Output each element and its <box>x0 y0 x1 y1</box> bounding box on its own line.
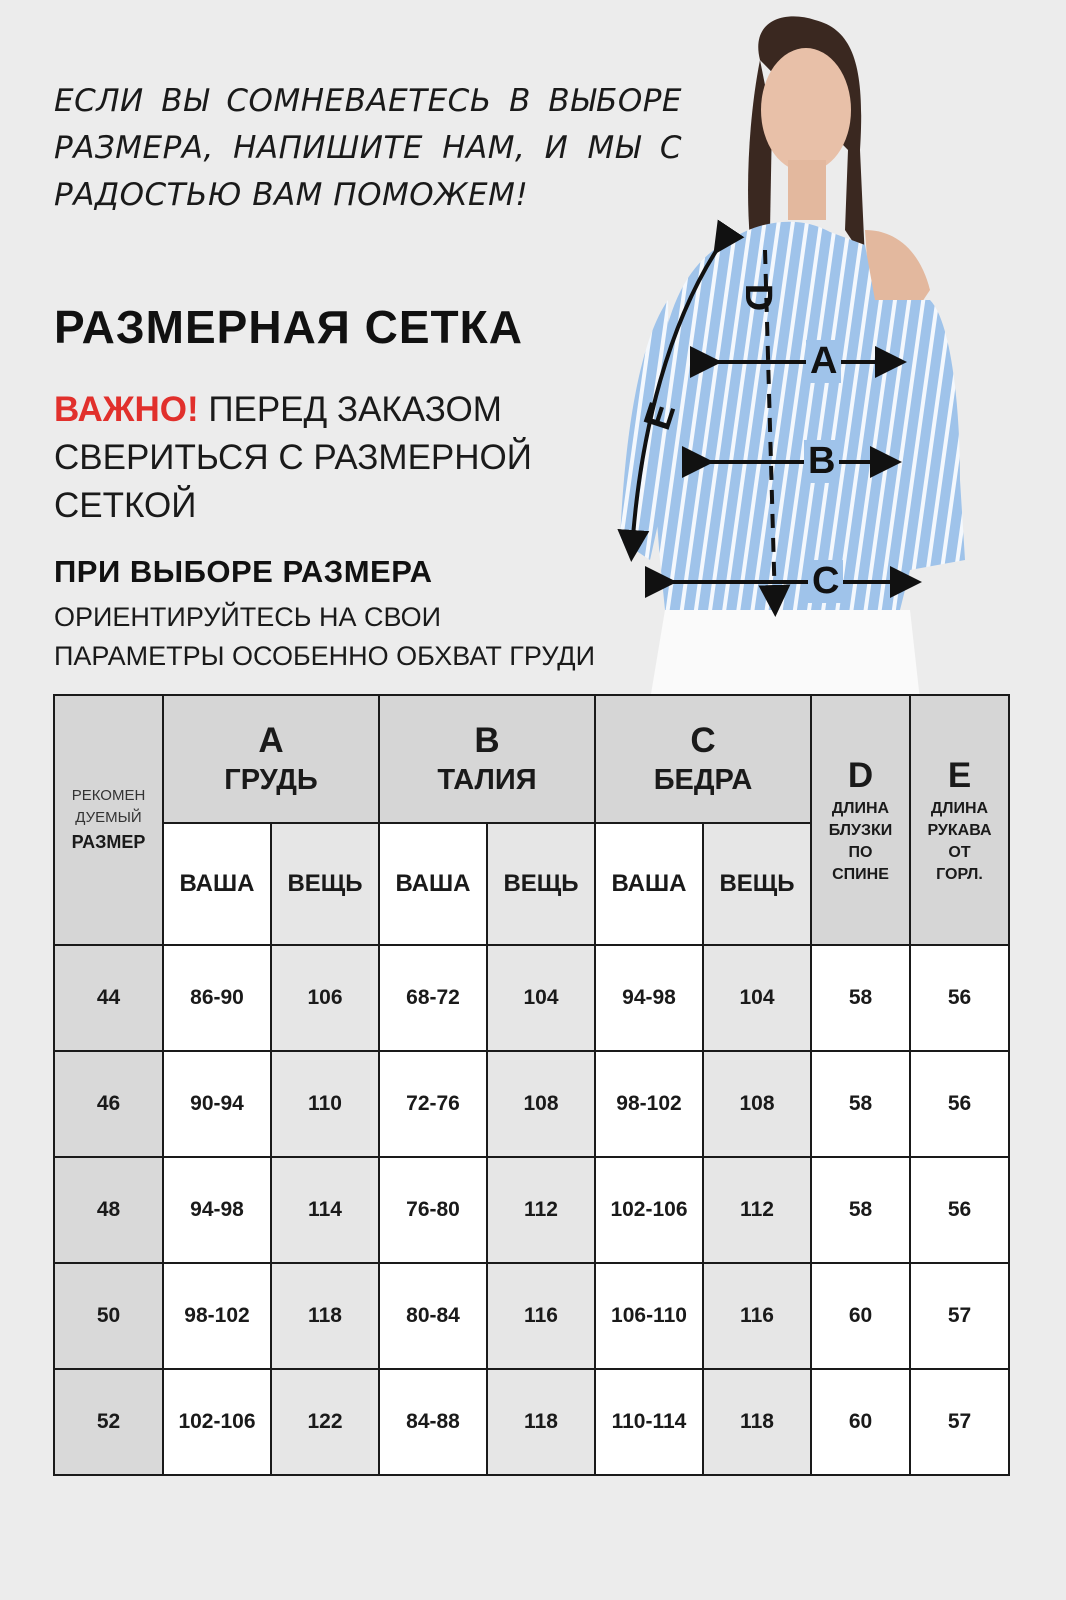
group-name: ТАЛИЯ <box>437 764 537 796</box>
table-cell: 104 <box>487 945 595 1051</box>
table-cell: 57 <box>910 1263 1009 1369</box>
choose-title: ПРИ ВЫБОРЕ РАЗМЕРА <box>54 554 433 589</box>
figure-label-a: A <box>806 340 841 383</box>
figure-label-e: E <box>636 397 685 435</box>
table-cell: 118 <box>487 1369 595 1475</box>
intro-text <box>54 78 682 219</box>
table-cell: 56 <box>910 945 1009 1051</box>
table-cell: 58 <box>811 945 910 1051</box>
header-text: РАЗМЕР <box>71 832 146 852</box>
size-cell: 48 <box>54 1157 163 1263</box>
size-table <box>53 694 1010 1476</box>
subheader-yours: ВАША <box>379 823 487 945</box>
table-cell: 56 <box>910 1051 1009 1157</box>
table-cell: 60 <box>811 1263 910 1369</box>
header-text: РЕКОМЕН <box>71 787 146 804</box>
important-text: ПЕРЕД ЗАКАЗОМ <box>198 390 502 429</box>
table-cell: 58 <box>811 1051 910 1157</box>
header-text: ПО <box>848 844 873 861</box>
header-text: БЛУЗКИ <box>828 822 893 839</box>
table-row <box>54 1263 1009 1369</box>
table-cell: 60 <box>811 1369 910 1475</box>
subheader-item: ВЕЩЬ <box>271 823 379 945</box>
important-label: ВАЖНО! <box>54 390 199 429</box>
intro-line: РАДОСТЬЮ ВАМ ПОМОЖЕМ! <box>54 177 529 213</box>
table-cell: 102-106 <box>595 1157 703 1263</box>
table-row <box>54 1051 1009 1157</box>
table-cell: 90-94 <box>163 1051 271 1157</box>
table-cell: 94-98 <box>163 1157 271 1263</box>
group-letter: C <box>690 721 716 760</box>
model-photo <box>610 0 1066 700</box>
choose-line: ОРИЕНТИРУЙТЕСЬ НА СВОИ <box>54 602 442 632</box>
subheader-yours: ВАША <box>595 823 703 945</box>
table-row <box>54 945 1009 1051</box>
table-cell: 122 <box>271 1369 379 1475</box>
figure-label-b: B <box>804 440 839 483</box>
header-text: ДУЕМЫЙ <box>75 809 142 826</box>
choose-text <box>54 598 614 676</box>
figure-label-c: C <box>808 560 843 603</box>
header-text: СПИНЕ <box>832 866 889 883</box>
important-text: СВЕРИТЬСЯ С РАЗМЕРНОЙ <box>54 438 532 477</box>
important-text: СЕТКОЙ <box>54 486 197 525</box>
size-cell: 46 <box>54 1051 163 1157</box>
table-cell: 86-90 <box>163 945 271 1051</box>
table-cell: 112 <box>703 1157 811 1263</box>
subheader-item: ВЕЩЬ <box>487 823 595 945</box>
table-cell: 72-76 <box>379 1051 487 1157</box>
table-row <box>54 1369 1009 1475</box>
table-cell: 80-84 <box>379 1263 487 1369</box>
table-cell: 58 <box>811 1157 910 1263</box>
size-cell: 52 <box>54 1369 163 1475</box>
table-cell: 84-88 <box>379 1369 487 1475</box>
header-text: ДЛИНА <box>930 800 989 817</box>
header-text: РУКАВА <box>927 822 992 839</box>
table-cell: 114 <box>271 1157 379 1263</box>
table-cell: 118 <box>703 1369 811 1475</box>
figure-label-d: D <box>737 283 780 312</box>
table-cell: 108 <box>487 1051 595 1157</box>
table-cell: 110 <box>271 1051 379 1157</box>
intro-line: РАЗМЕРА, НАПИШИТЕ НАМ, И МЫ С <box>54 130 682 166</box>
header-recommended-size <box>54 695 163 945</box>
table-row <box>54 1157 1009 1263</box>
table-cell: 106 <box>271 945 379 1051</box>
table-cell: 98-102 <box>595 1051 703 1157</box>
header-group-chest <box>163 695 379 823</box>
table-cell: 102-106 <box>163 1369 271 1475</box>
table-cell: 110-114 <box>595 1369 703 1475</box>
group-letter: A <box>258 721 284 760</box>
table-cell: 112 <box>487 1157 595 1263</box>
subheader-item: ВЕЩЬ <box>703 823 811 945</box>
header-length-back <box>811 695 910 945</box>
intro-line: ЕСЛИ ВЫ СОМНЕВАЕТЕСЬ В ВЫБОРЕ <box>54 83 682 119</box>
header-text: ОТ <box>948 844 971 861</box>
group-letter: E <box>947 756 972 795</box>
header-group-hips <box>595 695 811 823</box>
table-cell: 118 <box>271 1263 379 1369</box>
header-text: ГОРЛ. <box>936 866 983 883</box>
table-cell: 56 <box>910 1157 1009 1263</box>
table-cell: 68-72 <box>379 945 487 1051</box>
header-group-waist <box>379 695 595 823</box>
choose-line: ПАРАМЕТРЫ ОСОБЕННО ОБХВАТ ГРУДИ <box>54 641 595 671</box>
table-cell: 94-98 <box>595 945 703 1051</box>
table-cell: 76-80 <box>379 1157 487 1263</box>
table-cell: 57 <box>910 1369 1009 1475</box>
group-letter: D <box>847 756 874 795</box>
group-letter: B <box>474 721 500 760</box>
group-name: ГРУДЬ <box>224 764 318 796</box>
table-cell: 98-102 <box>163 1263 271 1369</box>
table-cell: 116 <box>703 1263 811 1369</box>
table-cell: 106-110 <box>595 1263 703 1369</box>
table-cell: 104 <box>703 945 811 1051</box>
size-cell: 50 <box>54 1263 163 1369</box>
page-title: РАЗМЕРНАЯ СЕТКА <box>54 301 523 353</box>
table-cell: 108 <box>703 1051 811 1157</box>
table-cell: 116 <box>487 1263 595 1369</box>
header-text: ДЛИНА <box>831 800 890 817</box>
group-name: БЕДРА <box>653 764 753 796</box>
important-note <box>54 386 574 530</box>
size-cell: 44 <box>54 945 163 1051</box>
subheader-yours: ВАША <box>163 823 271 945</box>
header-sleeve-length <box>910 695 1009 945</box>
